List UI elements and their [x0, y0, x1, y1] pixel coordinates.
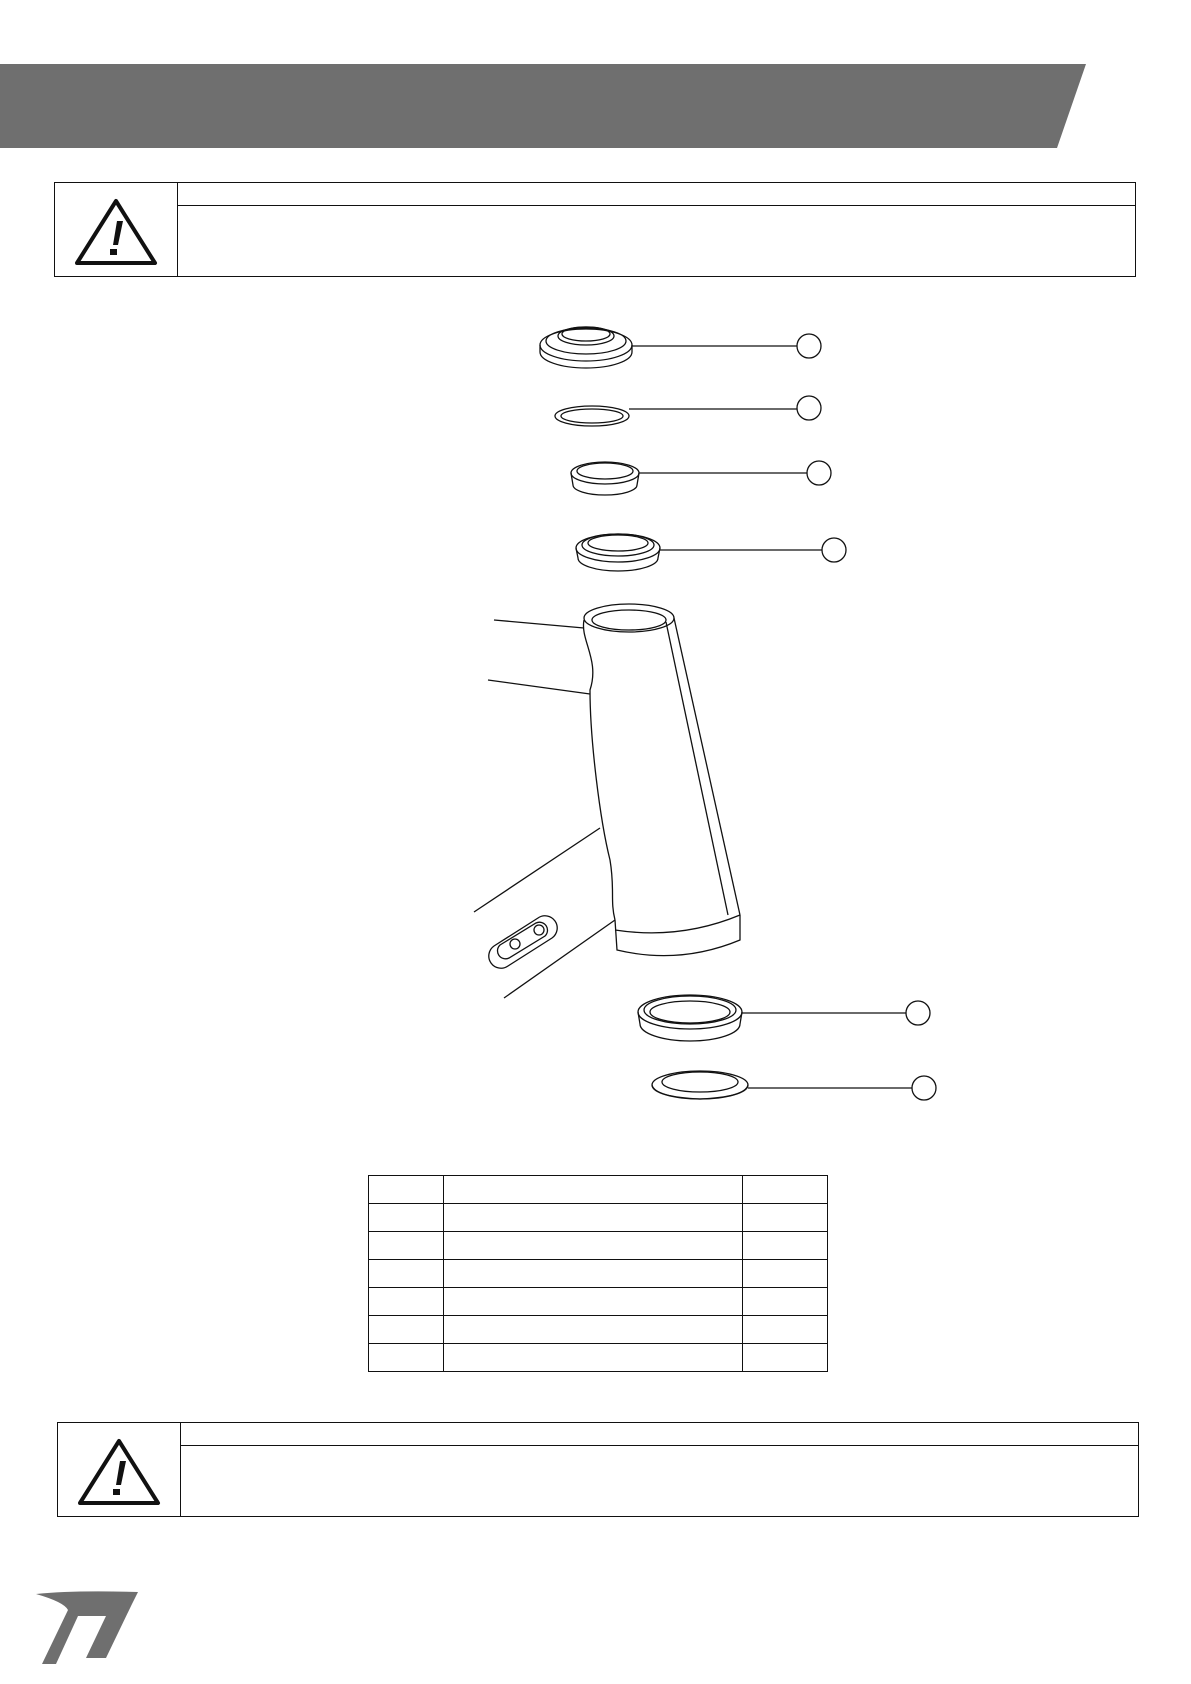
head-tube-frame [474, 604, 740, 998]
table-cell [743, 1288, 828, 1316]
warning-box-top [54, 182, 1136, 277]
table-cell [369, 1316, 444, 1344]
table-cell [369, 1232, 444, 1260]
table-cell [444, 1232, 743, 1260]
parts-table [368, 1175, 828, 1372]
table-cell [743, 1232, 828, 1260]
table-cell [743, 1260, 828, 1288]
upper-bearing-part [576, 534, 846, 571]
warning-title [178, 183, 1135, 206]
table-cell [369, 1344, 444, 1372]
warning-triangle-icon [76, 1437, 162, 1507]
warning-title [181, 1423, 1138, 1446]
table-cell [444, 1288, 743, 1316]
lower-bearing-part [638, 995, 930, 1041]
table-row [369, 1316, 828, 1344]
table-row [369, 1344, 828, 1372]
compression-ring-part [571, 461, 831, 495]
table-row [369, 1204, 828, 1232]
table-cell [743, 1344, 828, 1372]
crown-race-part [652, 1071, 936, 1100]
warning-triangle-icon [73, 197, 159, 267]
headset-exploded-drawing [0, 290, 1191, 1140]
table-row [369, 1288, 828, 1316]
top-cap-part [540, 327, 821, 368]
table-cell [369, 1288, 444, 1316]
table-cell [743, 1316, 828, 1344]
warning-box-bottom [57, 1422, 1139, 1517]
table-cell [369, 1204, 444, 1232]
warning-text [181, 1446, 1138, 1516]
table-row [369, 1232, 828, 1260]
table-cell [444, 1204, 743, 1232]
brand-logo-icon [34, 1590, 144, 1670]
table-cell [743, 1204, 828, 1232]
table-header-cell [444, 1176, 743, 1204]
table-header-row [369, 1176, 828, 1204]
warning-icon-cell [55, 183, 178, 276]
table-cell [444, 1344, 743, 1372]
table-cell [444, 1260, 743, 1288]
header-band [0, 0, 1191, 160]
table-header-cell [743, 1176, 828, 1204]
ring-part [555, 396, 821, 426]
warning-icon-cell [58, 1423, 181, 1516]
table-header-cell [369, 1176, 444, 1204]
table-row [369, 1260, 828, 1288]
table-cell [369, 1260, 444, 1288]
warning-text [178, 206, 1135, 276]
table-cell [444, 1316, 743, 1344]
